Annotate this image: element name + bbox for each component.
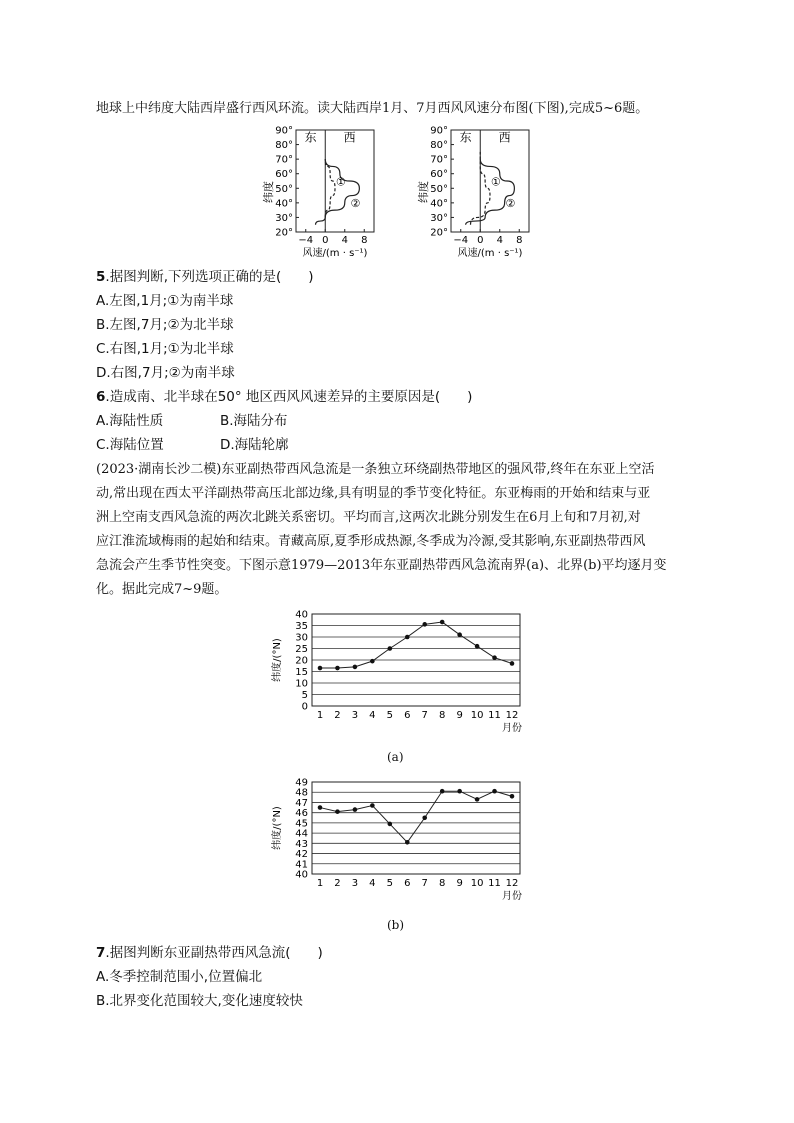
x-tick-label: −4 bbox=[298, 235, 314, 246]
intro-text: 地球上中纬度大陆西岸盛行西风环流。读大陆西岸1月、7月西风风速分布图(下图),完成5~6题。 bbox=[96, 101, 649, 116]
x-tick-label: 12 bbox=[505, 710, 519, 721]
data-point bbox=[422, 622, 427, 627]
y-tick-label: 40 bbox=[295, 609, 308, 621]
x-tick-label: 3 bbox=[351, 878, 359, 889]
x-axis-label: 风速/(m · s⁻¹) bbox=[457, 248, 523, 259]
x-tick-label: 1 bbox=[316, 878, 324, 889]
y-tick-label: 40° bbox=[430, 198, 448, 210]
x-tick-label: 5 bbox=[386, 710, 394, 721]
y-axis-label: 纬度 bbox=[262, 181, 275, 203]
x-tick-label: 9 bbox=[456, 878, 463, 889]
y-tick-label: 30 bbox=[295, 632, 308, 644]
data-point bbox=[335, 809, 340, 814]
y-tick-label: 10 bbox=[295, 678, 308, 690]
y-tick-label: 49 bbox=[295, 777, 308, 789]
solid-curve bbox=[316, 159, 360, 225]
passage-line: 洲上空南支西风急流的两次北跳关系密切。平均而言,这两次北跳分别发生在6月上旬和7月初,对 bbox=[96, 510, 641, 525]
x-tick-label: 2 bbox=[334, 710, 341, 721]
y-tick-label: 30° bbox=[275, 212, 293, 224]
x-tick-label: 6 bbox=[404, 710, 411, 721]
data-line bbox=[320, 622, 512, 668]
y-axis-label: 纬度/(°N) bbox=[272, 638, 283, 682]
x-tick-label: 8 bbox=[438, 710, 446, 721]
question-5 bbox=[96, 266, 706, 288]
plot-frame bbox=[312, 782, 520, 874]
data-point bbox=[370, 659, 375, 664]
question-stem: .据图判断东亚副热带西风急流( ) bbox=[105, 945, 323, 961]
data-point bbox=[492, 789, 497, 794]
x-tick-label: 4 bbox=[341, 235, 348, 246]
x-tick-label: 7 bbox=[421, 710, 428, 721]
x-tick-label: 7 bbox=[421, 878, 428, 889]
x-tick-label: 0 bbox=[477, 235, 484, 246]
question-number: 7 bbox=[96, 945, 106, 961]
y-axis-label: 纬度 bbox=[417, 181, 430, 203]
option-a[interactable]: A.冬季控制范围小,位置偏北 bbox=[96, 969, 263, 985]
x-tick-label: 2 bbox=[334, 878, 341, 889]
x-tick-label: 5 bbox=[386, 878, 394, 889]
y-tick-label: 5 bbox=[301, 690, 308, 701]
y-tick-label: 80° bbox=[275, 140, 293, 152]
passage-line: 动,常出现在西太平洋副热带高压北部边缘,具有明显的季节变化特征。东亚梅雨的开始和结束与亚 bbox=[96, 486, 651, 501]
y-tick-label: 60° bbox=[275, 169, 293, 181]
x-tick-label: −4 bbox=[453, 235, 469, 246]
data-point bbox=[335, 666, 340, 671]
chart-a-caption: (a) bbox=[387, 750, 404, 764]
data-point bbox=[318, 805, 323, 810]
x-axis-label: 月份 bbox=[502, 723, 522, 734]
label-1: ① bbox=[335, 175, 346, 189]
west-label: 西 bbox=[343, 130, 356, 145]
y-tick-label: 44 bbox=[295, 828, 308, 840]
x-tick-label: 11 bbox=[488, 878, 501, 889]
label-2: ② bbox=[350, 197, 361, 211]
option-c[interactable]: C.海陆位置 bbox=[96, 437, 164, 453]
x-tick-label: 3 bbox=[351, 710, 359, 721]
data-point bbox=[457, 632, 462, 637]
west-label: 西 bbox=[498, 130, 511, 145]
option-d[interactable]: D.右图,7月;②为南半球 bbox=[96, 365, 235, 381]
y-tick-label: 80° bbox=[430, 140, 448, 152]
data-point bbox=[405, 840, 410, 845]
data-point bbox=[510, 794, 515, 799]
data-line bbox=[320, 791, 512, 842]
data-point bbox=[492, 655, 497, 660]
x-axis-label: 风速/(m · s⁻¹) bbox=[302, 248, 368, 259]
data-point bbox=[405, 635, 410, 640]
option-b[interactable]: B.左图,7月;②为北半球 bbox=[96, 317, 234, 333]
data-point bbox=[510, 661, 515, 666]
data-point bbox=[370, 803, 375, 808]
question-7 bbox=[96, 942, 706, 964]
data-point bbox=[440, 789, 445, 794]
x-tick-label: 11 bbox=[488, 710, 501, 721]
option-c[interactable]: C.右图,1月;①为北半球 bbox=[96, 341, 234, 357]
jet-north-boundary-chart bbox=[268, 776, 530, 904]
y-tick-label: 60° bbox=[430, 169, 448, 181]
option-d[interactable]: D.海陆轮廓 bbox=[220, 437, 289, 453]
label-1: ① bbox=[490, 175, 501, 189]
question-6 bbox=[96, 386, 706, 408]
y-tick-label: 70° bbox=[430, 154, 448, 166]
y-tick-label: 20 bbox=[295, 655, 308, 667]
option-b[interactable]: B.海陆分布 bbox=[220, 413, 288, 429]
data-point bbox=[388, 646, 393, 651]
jet-south-boundary-chart bbox=[268, 608, 530, 736]
question-number: 5 bbox=[96, 269, 106, 285]
y-tick-label: 47 bbox=[295, 797, 308, 809]
data-point bbox=[457, 789, 462, 794]
y-tick-label: 90° bbox=[430, 125, 448, 137]
passage-line: 急流会产生季节性突变。下图示意1979—2013年东亚副热带西风急流南界(a)、北界(b)平均逐月变 bbox=[96, 558, 667, 573]
east-label: 东 bbox=[304, 130, 317, 145]
x-tick-label: 8 bbox=[516, 235, 523, 246]
x-tick-label: 10 bbox=[470, 710, 484, 721]
y-tick-label: 50° bbox=[430, 183, 448, 195]
x-tick-label: 0 bbox=[322, 235, 329, 246]
data-point bbox=[475, 644, 480, 649]
chart-b-caption: (b) bbox=[387, 918, 405, 932]
x-tick-label: 10 bbox=[470, 878, 484, 889]
option-a[interactable]: A.海陆性质 bbox=[96, 413, 164, 429]
y-tick-label: 90° bbox=[275, 125, 293, 137]
y-tick-label: 42 bbox=[295, 849, 308, 861]
y-tick-label: 43 bbox=[295, 838, 308, 850]
y-tick-label: 41 bbox=[295, 859, 308, 871]
question-number: 6 bbox=[96, 389, 106, 405]
y-tick-label: 45 bbox=[295, 818, 308, 830]
x-tick-label: 4 bbox=[369, 710, 376, 721]
east-label: 东 bbox=[459, 130, 472, 145]
x-tick-label: 12 bbox=[505, 878, 519, 889]
option-b[interactable]: B.北界变化范围较大,变化速度较快 bbox=[96, 993, 303, 1009]
y-tick-label: 40 bbox=[295, 869, 308, 881]
x-tick-label: 9 bbox=[456, 710, 463, 721]
x-tick-label: 8 bbox=[361, 235, 368, 246]
wind-speed-figure-left bbox=[262, 122, 387, 260]
label-2: ② bbox=[505, 197, 516, 211]
y-tick-label: 30° bbox=[430, 212, 448, 224]
data-point bbox=[318, 666, 323, 671]
y-tick-label: 20° bbox=[275, 227, 293, 239]
y-tick-label: 35 bbox=[295, 621, 308, 632]
question-stem: .据图判断,下列选项正确的是( ) bbox=[105, 269, 314, 285]
y-tick-label: 70° bbox=[275, 154, 293, 166]
data-point bbox=[440, 620, 445, 625]
x-tick-label: 4 bbox=[369, 878, 376, 889]
y-tick-label: 15 bbox=[295, 667, 308, 678]
question-stem: .造成南、北半球在50° 地区西风风速差异的主要原因是( ) bbox=[105, 389, 473, 405]
y-tick-label: 46 bbox=[295, 808, 308, 820]
y-tick-label: 50° bbox=[275, 183, 293, 195]
passage-line: (2023·湖南长沙二模)东亚副热带西风急流是一条独立环绕副热带地区的强风带,终年在东亚上空活 bbox=[96, 462, 655, 477]
y-tick-label: 25 bbox=[295, 644, 308, 655]
dashed-curve bbox=[325, 159, 335, 217]
wind-speed-figure-right bbox=[417, 122, 542, 260]
y-tick-label: 40° bbox=[275, 198, 293, 210]
y-tick-label: 48 bbox=[295, 787, 308, 799]
y-axis-label: 纬度/(°N) bbox=[272, 806, 283, 850]
data-point bbox=[353, 665, 358, 670]
x-tick-label: 4 bbox=[496, 235, 503, 246]
passage-line: 应江淮流域梅雨的起始和结束。青藏高原,夏季形成热源,冬季成为冷源,受其影响,东亚副热带西风 bbox=[96, 534, 646, 549]
data-point bbox=[388, 822, 393, 827]
data-point bbox=[353, 807, 358, 812]
x-axis-label: 月份 bbox=[502, 891, 522, 902]
x-tick-label: 1 bbox=[316, 710, 324, 721]
x-tick-label: 8 bbox=[438, 878, 446, 889]
passage-line: 化。据此完成7~9题。 bbox=[96, 582, 228, 597]
data-point bbox=[422, 815, 427, 820]
data-point bbox=[475, 797, 480, 802]
x-tick-label: 6 bbox=[404, 878, 411, 889]
option-a[interactable]: A.左图,1月;①为南半球 bbox=[96, 293, 234, 309]
y-tick-label: 0 bbox=[301, 701, 308, 713]
y-tick-label: 20° bbox=[430, 227, 448, 239]
